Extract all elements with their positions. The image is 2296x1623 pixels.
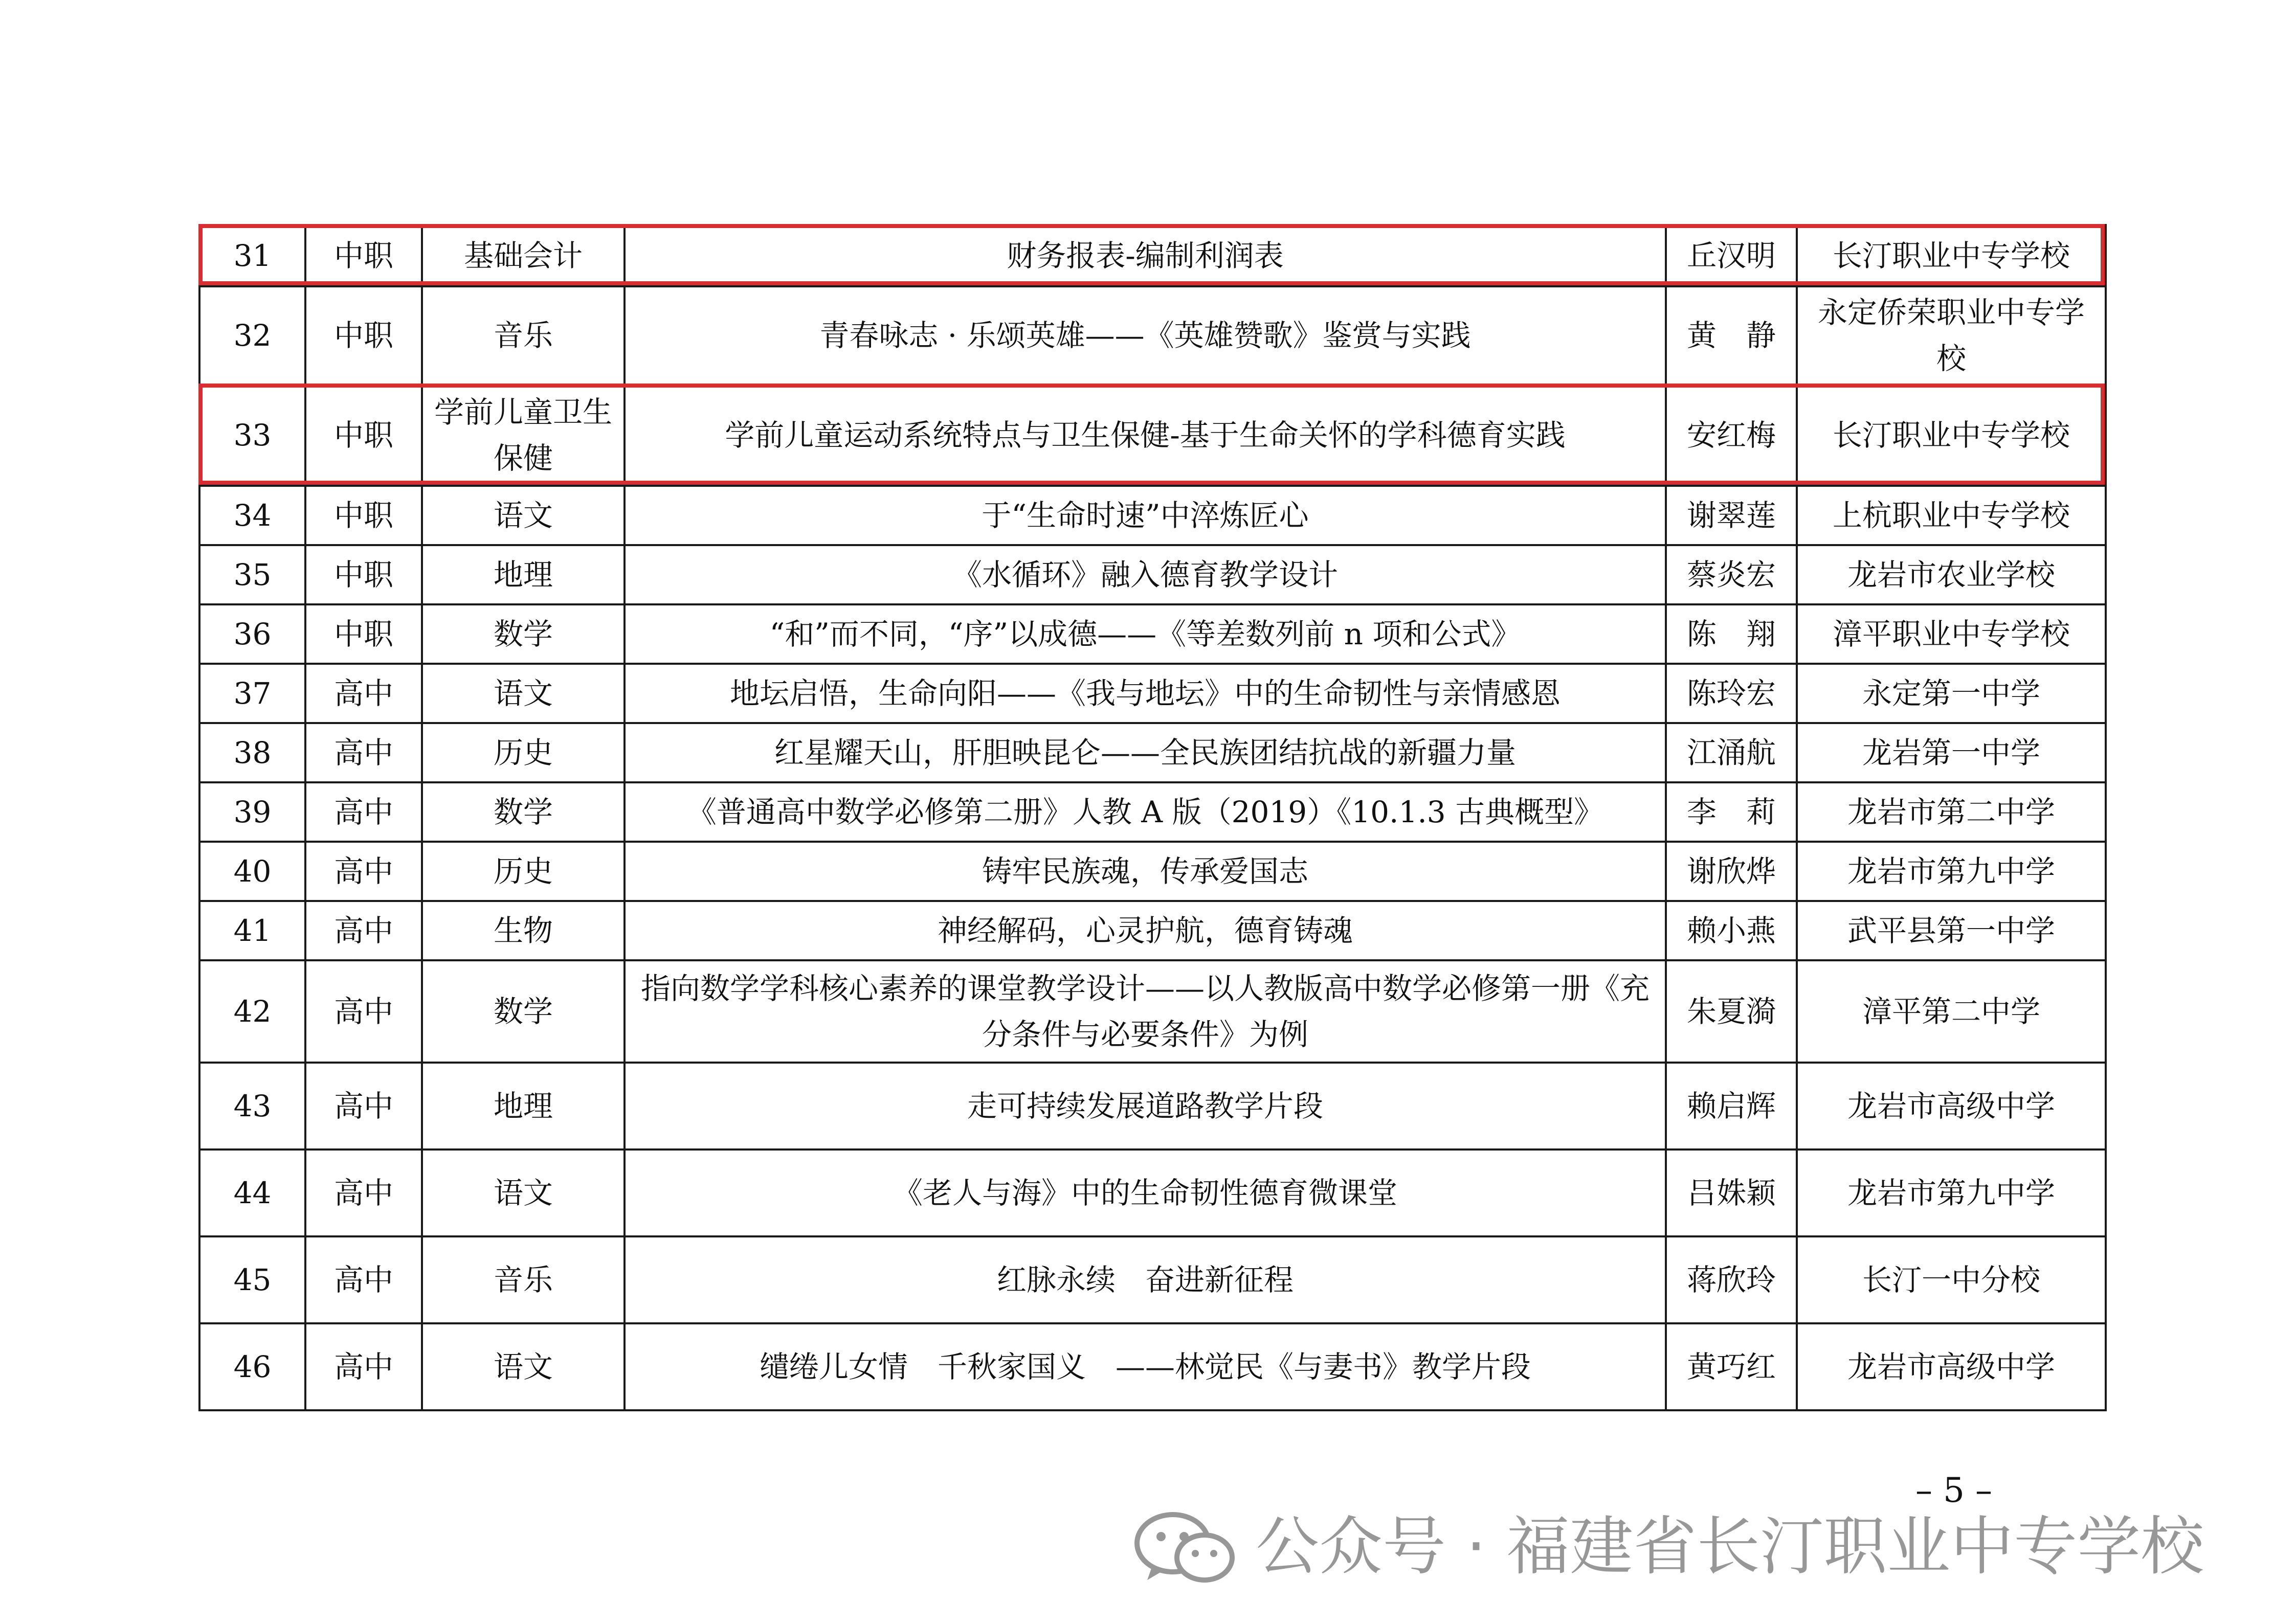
cell-subject: 数学 [422,960,625,1063]
cell-number: 40 [199,842,305,901]
cell-school: 长汀一中分校 [1797,1236,2106,1323]
table-body [199,225,2106,1410]
table-row [199,385,2106,486]
cell-school: 武平县第一中学 [1797,901,2106,960]
cell-teacher: 赖小燕 [1666,901,1797,960]
cell-number: 44 [199,1149,305,1236]
cell-level: 中职 [305,545,422,604]
cell-level: 高中 [305,664,422,723]
cell-subject: 语文 [422,664,625,723]
cell-subject: 历史 [422,723,625,782]
table-row [199,225,2106,286]
cell-number: 33 [199,385,305,486]
table-row [199,842,2106,901]
cell-teacher: 赖启辉 [1666,1063,1797,1149]
cell-teacher: 蒋欣玲 [1666,1236,1797,1323]
cell-number: 39 [199,782,305,842]
cell-level: 中职 [305,286,422,385]
cell-number: 35 [199,545,305,604]
cell-school: 龙岩市第九中学 [1797,1149,2106,1236]
cell-teacher: 陈玲宏 [1666,664,1797,723]
cell-title: 《水循环》融入德育教学设计 [625,545,1666,604]
cell-number: 41 [199,901,305,960]
cell-level: 高中 [305,960,422,1063]
cell-title: 红脉永续 奋进新征程 [625,1236,1666,1323]
cell-school: 长汀职业中专学校 [1797,385,2106,486]
cell-level: 高中 [305,1323,422,1410]
cell-school: 永定侨荣职业中专学校 [1797,286,2106,385]
cell-number: 37 [199,664,305,723]
cell-title: 学前儿童运动系统特点与卫生保健-基于生命关怀的学科德育实践 [625,385,1666,486]
cell-school: 龙岩市农业学校 [1797,545,2106,604]
table-row [199,545,2106,604]
cell-title: 财务报表-编制利润表 [625,225,1666,286]
cell-school: 上杭职业中专学校 [1797,486,2106,545]
table-row [199,286,2106,385]
cell-subject: 历史 [422,842,625,901]
cell-title: 铸牢民族魂，传承爱国志 [625,842,1666,901]
cell-subject: 生物 [422,901,625,960]
cell-school: 龙岩第一中学 [1797,723,2106,782]
cell-number: 45 [199,1236,305,1323]
cell-title: 于“生命时速”中淬炼匠心 [625,486,1666,545]
cell-subject: 音乐 [422,286,625,385]
watermark-text: 公众号 · 福建省长汀职业中专学校 [1256,1510,2204,1584]
cell-school: 长汀职业中专学校 [1797,225,2106,286]
cell-subject: 语文 [422,1149,625,1236]
cell-title: “和”而不同，“序”以成德——《等差数列前 n 项和公式》 [625,604,1666,664]
cell-title: 地坛启悟，生命向阳——《我与地坛》中的生命韧性与亲情感恩 [625,664,1666,723]
cell-teacher: 江涌航 [1666,723,1797,782]
table-row [199,1149,2106,1236]
cell-number: 32 [199,286,305,385]
cell-school: 龙岩市高级中学 [1797,1323,2106,1410]
cell-subject: 语文 [422,1323,625,1410]
cell-level: 中职 [305,486,422,545]
cell-title: 《老人与海》中的生命韧性德育微课堂 [625,1149,1666,1236]
cell-teacher: 安红梅 [1666,385,1797,486]
cell-subject: 地理 [422,1063,625,1149]
table-row [199,901,2106,960]
watermark [1133,1508,2204,1585]
cell-number: 36 [199,604,305,664]
cell-school: 漳平第二中学 [1797,960,2106,1063]
cell-number: 31 [199,225,305,286]
cell-number: 38 [199,723,305,782]
cell-level: 高中 [305,901,422,960]
results-table [198,224,2107,1411]
cell-number: 34 [199,486,305,545]
cell-level: 中职 [305,604,422,664]
table-row [199,960,2106,1063]
cell-teacher: 蔡炎宏 [1666,545,1797,604]
cell-teacher: 李 莉 [1666,782,1797,842]
cell-school: 漳平职业中专学校 [1797,604,2106,664]
cell-teacher: 黄巧红 [1666,1323,1797,1410]
cell-title: 红星耀天山，肝胆映昆仑——全民族团结抗战的新疆力量 [625,723,1666,782]
cell-number: 42 [199,960,305,1063]
cell-level: 中职 [305,225,422,286]
cell-level: 高中 [305,1236,422,1323]
cell-subject: 语文 [422,486,625,545]
cell-level: 高中 [305,723,422,782]
page-number: – 5 – [1915,1471,1992,1510]
wechat-icon [1133,1508,1235,1585]
cell-teacher: 谢翠莲 [1666,486,1797,545]
cell-number: 46 [199,1323,305,1410]
cell-teacher: 吕姝颖 [1666,1149,1797,1236]
table-row [199,1323,2106,1410]
cell-level: 高中 [305,782,422,842]
cell-teacher: 谢欣烨 [1666,842,1797,901]
cell-subject: 音乐 [422,1236,625,1323]
cell-level: 高中 [305,1063,422,1149]
cell-title: 青春咏志 · 乐颂英雄——《英雄赞歌》鉴赏与实践 [625,286,1666,385]
cell-title: 走可持续发展道路教学片段 [625,1063,1666,1149]
cell-school: 龙岩市第九中学 [1797,842,2106,901]
cell-teacher: 朱夏漪 [1666,960,1797,1063]
cell-level: 高中 [305,842,422,901]
cell-teacher: 丘汉明 [1666,225,1797,286]
cell-subject: 学前儿童卫生保健 [422,385,625,486]
cell-title: 指向数学学科核心素养的课堂教学设计——以人教版高中数学必修第一册《充分条件与必要条件》为例 [625,960,1666,1063]
cell-school: 龙岩市高级中学 [1797,1063,2106,1149]
cell-level: 高中 [305,1149,422,1236]
table-row [199,664,2106,723]
cell-subject: 数学 [422,782,625,842]
table-row [199,1063,2106,1149]
table-row [199,1236,2106,1323]
cell-teacher: 黄 静 [1666,286,1797,385]
cell-subject: 数学 [422,604,625,664]
cell-school: 永定第一中学 [1797,664,2106,723]
table-row [199,723,2106,782]
cell-level: 中职 [305,385,422,486]
cell-subject: 地理 [422,545,625,604]
cell-number: 43 [199,1063,305,1149]
cell-title: 神经解码，心灵护航，德育铸魂 [625,901,1666,960]
cell-teacher: 陈 翔 [1666,604,1797,664]
table-row [199,604,2106,664]
table-row [199,486,2106,545]
table-row [199,782,2106,842]
cell-subject: 基础会计 [422,225,625,286]
cell-school: 龙岩市第二中学 [1797,782,2106,842]
cell-title: 《普通高中数学必修第二册》人教 A 版（2019）《10.1.3 古典概型》 [625,782,1666,842]
cell-title: 缱绻儿女情 千秋家国义 ——林觉民《与妻书》教学片段 [625,1323,1666,1410]
